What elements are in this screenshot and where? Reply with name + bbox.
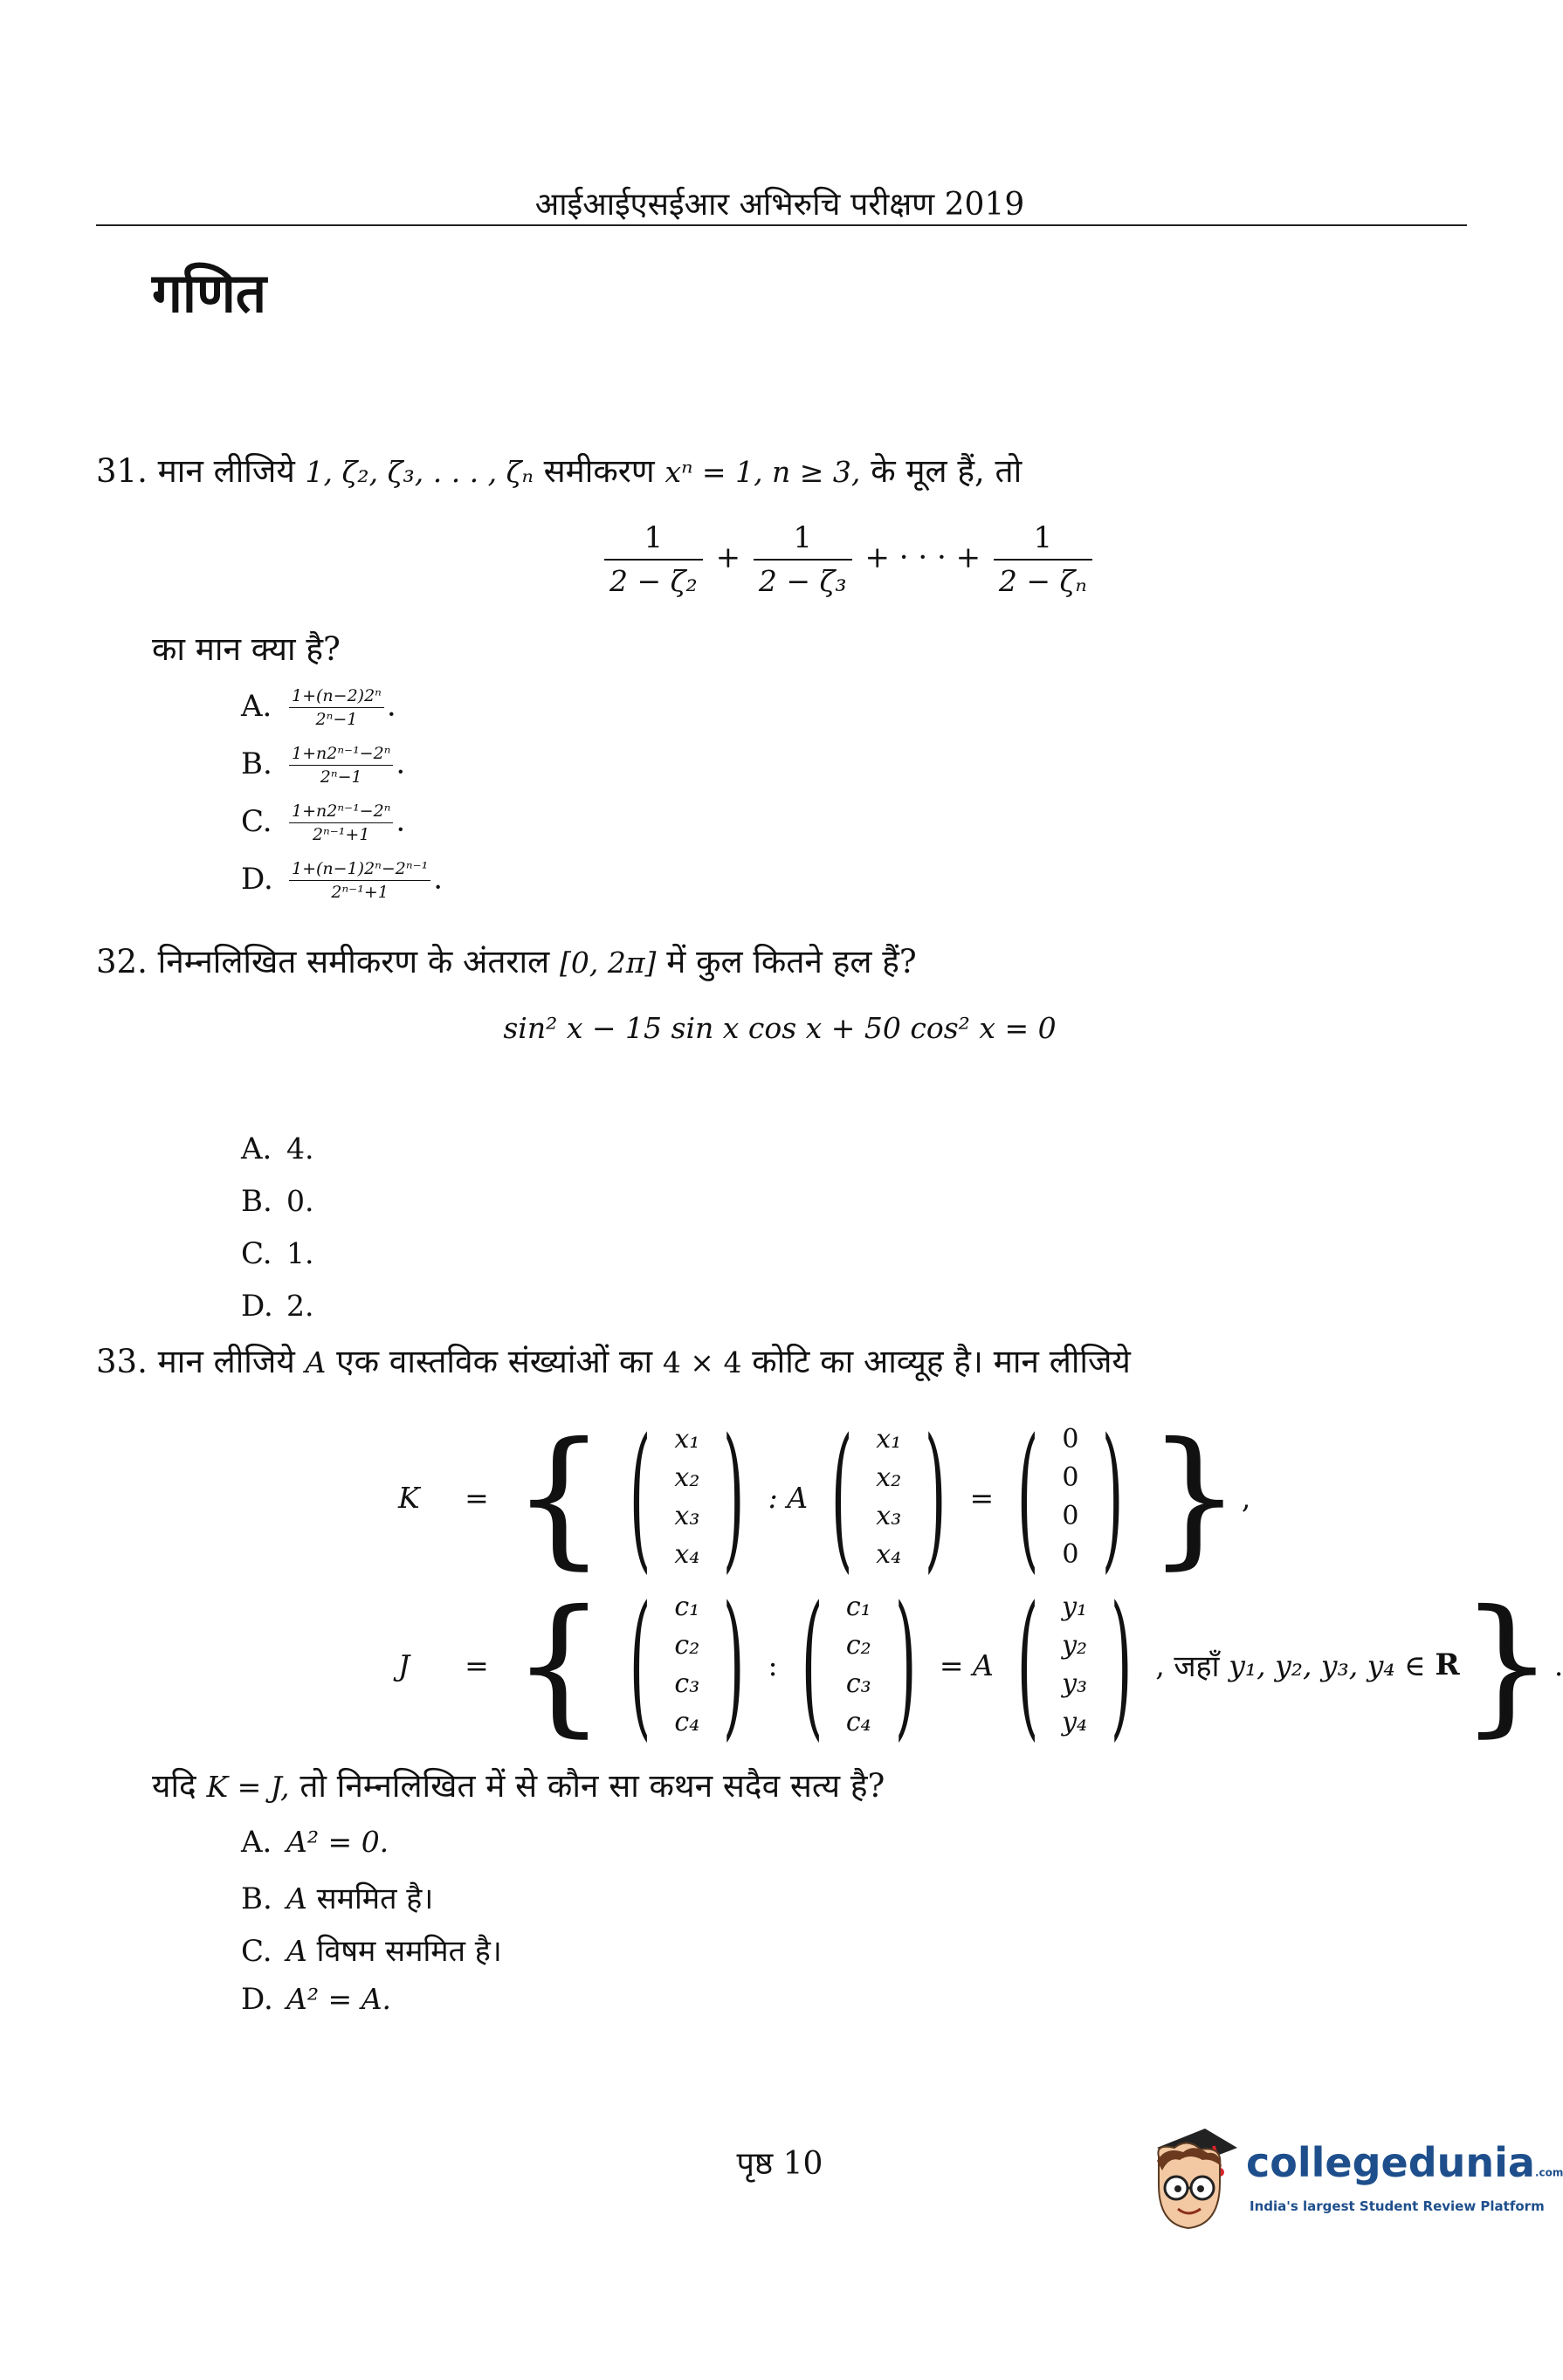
q31-option-b[interactable]: B. $\frac{\text{1+n2ⁿ⁻¹−2ⁿ}}{\text{2ⁿ−1}}$ . <box>241 744 406 787</box>
question-number: 31. <box>96 452 148 490</box>
q31-option-c[interactable]: C. $\frac{\text{1+n2ⁿ⁻¹−2ⁿ}}{\text{2ⁿ⁻¹+1}}$ . <box>241 801 406 844</box>
q31-option-a[interactable]: A. $\frac{\text{1+(n−2)2ⁿ}}{\text{2ⁿ−1}}$ . <box>241 686 396 729</box>
q31-display-sum: $\frac{1}{\text{2 − ζ₂}}$ + $\frac{1}{\text{2 − ζ₃}}$ + · · · + $\frac{1}{\text{2 − ζₙ}}$ <box>601 520 1096 598</box>
question-number: 33. <box>96 1343 148 1380</box>
q33-prompt: यदि K = J, तो निम्नलिखित में से कौन सा कथन सदैव सत्य है? <box>152 1767 885 1805</box>
mascot-icon <box>1140 2122 1244 2244</box>
c-vector: ( c₁ c₂ c₃ c₄ ) <box>801 1573 917 1756</box>
q31-option-d[interactable]: D. $\frac{\text{1+(n−1)2ⁿ−2ⁿ⁻¹}}{\text{2ⁿ⁻¹+1}}$ . <box>241 859 444 902</box>
question-number: 32. <box>96 943 148 980</box>
brand-tagline: India's largest Student Review Platform <box>1250 2198 1545 2214</box>
zero-vector: ( 0 0 0 0 ) <box>1016 1406 1124 1588</box>
x-vector: ( x₁ x₂ x₃ x₄ ) <box>830 1406 947 1588</box>
set-j-definition: J = { ( c₁ c₂ c₃ c₄ ) : ( c₁ c₂ c₃ c₄ ) = A ( y₁ y₂ y₃ y₄ ) , जहाँ y₁, y₂, y₃, y₄ ∈ R } . <box>398 1573 1563 1756</box>
q33-option-a[interactable]: A. A² = 0. <box>241 1825 389 1860</box>
brand-name: collegedunia <box>1246 2139 1535 2186</box>
c-vector: ( c₁ c₂ c₃ c₄ ) <box>629 1573 745 1756</box>
section-title: गणित <box>152 261 267 325</box>
q32-option-b[interactable]: B. 0. <box>241 1184 314 1219</box>
header-divider <box>96 224 1467 226</box>
page-number: पृष्ठ 10 <box>736 2146 823 2182</box>
collegedunia-logo: collegedunia.com India's largest Student Review Platform <box>1140 2122 1524 2253</box>
question-31: 31. मान लीजिये 1, ζ₂, ζ₃, . . . , ζₙ समीकरण xⁿ = 1, n ≥ 3, के मूल हैं, तो <box>96 452 1022 490</box>
q32-equation: sin² x − 15 sin x cos x + 50 cos² x = 0 <box>503 1011 1057 1045</box>
q32-option-a[interactable]: A. 4. <box>241 1132 314 1166</box>
q31-prompt: का मान क्या है? <box>152 630 341 668</box>
sum-term: $\frac{1}{\text{2 − ζ₃}}$ <box>754 520 852 598</box>
x-vector: ( x₁ x₂ x₃ x₄ ) <box>629 1406 745 1588</box>
running-header: आईआईएसईआर अभिरुचि परीक्षण 2019 <box>534 187 1025 223</box>
sum-term: $\frac{1}{\text{2 − ζ₂}}$ <box>604 520 703 598</box>
question-32: 32. निम्नलिखित समीकरण के अंतराल [0, 2π] में कुल कितने हल हैं? <box>96 943 917 980</box>
question-33: 33. मान लीजिये A एक वास्तविक संख्यांओं का 4 × 4 कोटि का आव्यूह है। मान लीजिये <box>96 1343 1131 1380</box>
q33-option-b[interactable]: B. A सममित है। <box>241 1881 434 1916</box>
sum-term: $\frac{1}{\text{2 − ζₙ}}$ <box>994 520 1092 598</box>
q32-option-d[interactable]: D. 2. <box>241 1289 314 1324</box>
y-vector: ( y₁ y₂ y₃ y₄ ) <box>1016 1573 1133 1756</box>
q33-option-c[interactable]: C. A विषम सममित है। <box>241 1934 502 1969</box>
set-k-definition: K = { ( x₁ x₂ x₃ x₄ ) : A ( x₁ x₂ x₃ x₄ ) = ( 0 0 0 0 ) } , <box>398 1406 1251 1588</box>
q32-option-c[interactable]: C. 1. <box>241 1236 314 1271</box>
q33-option-d[interactable]: D. A² = A. <box>241 1982 392 2017</box>
